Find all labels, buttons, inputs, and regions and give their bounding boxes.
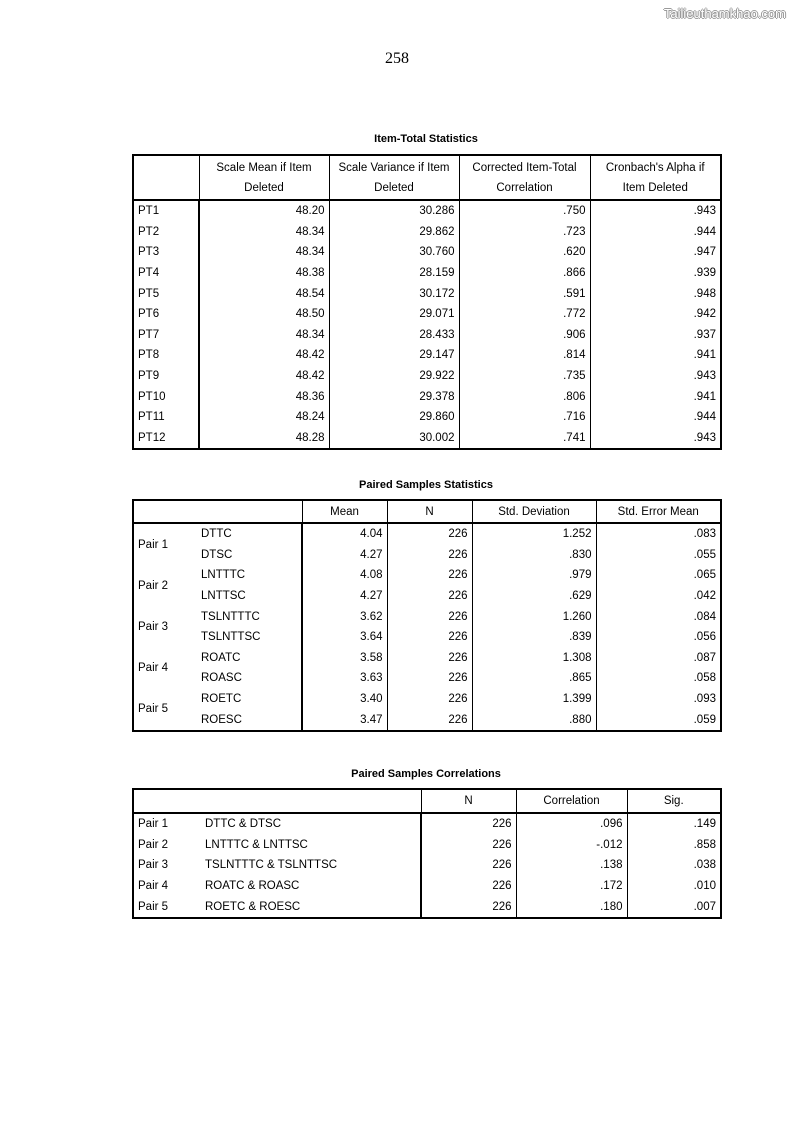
item-label: PT5 (133, 283, 199, 304)
header-cell: N (387, 500, 472, 523)
paired-corr-title: Paired Samples Correlations (351, 768, 501, 780)
variable-label: DTTC (197, 523, 302, 545)
table-header-row (133, 789, 721, 813)
table-row (133, 545, 721, 566)
correlation-cell: .172 (516, 876, 627, 897)
n-cell: 226 (387, 689, 472, 710)
scale-variance-cell: 29.378 (329, 386, 459, 407)
n-cell: 226 (492, 859, 512, 872)
std-deviation-cell: 1.308 (472, 648, 596, 669)
table-row (133, 835, 721, 856)
table-row (133, 304, 721, 325)
mean-cell: 4.27 (360, 548, 383, 561)
correlation-cell: .138 (516, 855, 627, 876)
cronbach-alpha-cell: .943 (590, 366, 721, 387)
item-label: PT6 (133, 304, 199, 325)
item-label: PT10 (133, 386, 199, 407)
scale-mean-cell: 48.50 (295, 308, 325, 321)
n-cell: 226 (387, 586, 472, 607)
item-total-correlation-cell: .723 (459, 222, 590, 243)
scale-variance-cell: 29.071 (329, 304, 459, 325)
table-row (133, 606, 721, 627)
table-row (133, 689, 721, 710)
std-error-mean-cell: .056 (596, 627, 721, 648)
header-cell: Std. Error Mean (596, 500, 721, 523)
table-row (133, 668, 721, 689)
mean-cell: 3.62 (360, 610, 383, 623)
paired-stats-table (132, 499, 722, 732)
table-header-row (133, 155, 721, 200)
variable-pair-label: TSLNTTTC & TSLNTTSC (201, 855, 421, 876)
pair-label: Pair 4 (138, 880, 169, 893)
std-error-mean-cell: .055 (596, 545, 721, 566)
std-error-mean-cell: .093 (596, 689, 721, 710)
table-row (133, 523, 721, 545)
pair-label: Pair 5 (138, 900, 169, 913)
scale-mean-cell: 48.34 (295, 328, 325, 341)
std-deviation-cell: .880 (472, 709, 596, 731)
header-blank (133, 155, 199, 200)
item-label: PT2 (133, 222, 199, 243)
scale-mean-cell: 48.24 (295, 411, 325, 424)
variable-label: LNTTTC (197, 565, 302, 586)
variable-pair-label: ROETC & ROESC (201, 896, 421, 918)
item-total-table (132, 154, 722, 450)
item-total-correlation-cell: .866 (459, 263, 590, 284)
pair-label: Pair 2 (138, 838, 169, 851)
mean-cell: 3.40 (360, 693, 383, 706)
table-row (133, 813, 721, 835)
correlation-cell: -.012 (516, 835, 627, 856)
item-total-correlation-cell: .906 (459, 325, 590, 346)
table-row (133, 896, 721, 918)
std-deviation-cell: 1.260 (472, 606, 596, 627)
scale-mean-cell: 48.20 (295, 205, 325, 218)
n-cell: 226 (387, 648, 472, 669)
n-cell: 226 (492, 880, 512, 893)
variable-label: ROATC (197, 648, 302, 669)
mean-cell: 3.47 (360, 713, 383, 726)
scale-mean-cell: 48.34 (295, 246, 325, 259)
paired-stats-title: Paired Samples Statistics (359, 479, 493, 491)
header-cell: N (421, 789, 516, 813)
sig-cell: .149 (627, 813, 721, 835)
item-total-correlation-cell: .772 (459, 304, 590, 325)
table-row (133, 242, 721, 263)
item-label: PT8 (133, 345, 199, 366)
cronbach-alpha-cell: .943 (590, 428, 721, 450)
table-row (133, 855, 721, 876)
n-cell: 226 (387, 709, 472, 731)
std-deviation-cell: 1.399 (472, 689, 596, 710)
variable-label: ROASC (197, 668, 302, 689)
variable-label: LNTTSC (197, 586, 302, 607)
item-label: PT3 (133, 242, 199, 263)
sig-cell: .858 (627, 835, 721, 856)
scale-variance-cell: 29.862 (329, 222, 459, 243)
header-cell: Sig. (627, 789, 721, 813)
n-cell: 226 (492, 900, 512, 913)
item-total-correlation-cell: .735 (459, 366, 590, 387)
table-row (133, 407, 721, 428)
std-error-mean-cell: .065 (596, 565, 721, 586)
table-row (133, 222, 721, 243)
header-blank (133, 500, 302, 523)
table-row (133, 565, 721, 586)
variable-label: DTSC (197, 545, 302, 566)
variable-label: TSLNTTSC (197, 627, 302, 648)
cronbach-alpha-cell: .941 (590, 386, 721, 407)
correlation-cell: .180 (516, 896, 627, 918)
table-row (133, 648, 721, 669)
scale-mean-cell: 48.42 (295, 349, 325, 362)
pair-label: Pair 5 (138, 703, 169, 716)
table-header-row (133, 500, 721, 523)
correlation-cell: .096 (516, 813, 627, 835)
std-deviation-cell: .979 (472, 565, 596, 586)
header-cell: Mean (302, 500, 387, 523)
item-total-correlation-cell: .620 (459, 242, 590, 263)
item-total-correlation-cell: .750 (459, 200, 590, 222)
header-cell: Correlation (516, 789, 627, 813)
mean-cell: 4.08 (360, 569, 383, 582)
mean-cell: 3.64 (360, 631, 383, 644)
item-total-correlation-cell: .814 (459, 345, 590, 366)
watermark: Tailieuthamkhao.com (663, 6, 786, 21)
header-blank (133, 789, 421, 813)
header-cell: Cronbach's Alpha if Item Deleted (590, 155, 721, 200)
n-cell: 226 (387, 565, 472, 586)
cronbach-alpha-cell: .944 (590, 222, 721, 243)
scale-variance-cell: 29.860 (329, 407, 459, 428)
scale-mean-cell: 48.38 (295, 267, 325, 280)
sig-cell: .010 (627, 876, 721, 897)
std-deviation-cell: .830 (472, 545, 596, 566)
table-row (133, 586, 721, 607)
variable-pair-label: LNTTTC & LNTTSC (201, 835, 421, 856)
scale-variance-cell: 29.147 (329, 345, 459, 366)
table-row (133, 263, 721, 284)
cronbach-alpha-cell: .943 (590, 200, 721, 222)
item-label: PT9 (133, 366, 199, 387)
item-total-correlation-cell: .716 (459, 407, 590, 428)
header-cell: Corrected Item-Total Correlation (459, 155, 590, 200)
pair-label: Pair 2 (138, 579, 169, 592)
variable-label: TSLNTTTC (197, 606, 302, 627)
std-error-mean-cell: .087 (596, 648, 721, 669)
item-label: PT11 (133, 407, 199, 428)
n-cell: 226 (492, 818, 512, 831)
scale-variance-cell: 28.159 (329, 263, 459, 284)
item-label: PT4 (133, 263, 199, 284)
std-error-mean-cell: .083 (596, 523, 721, 545)
table-row (133, 627, 721, 648)
table-row (133, 366, 721, 387)
sig-cell: .038 (627, 855, 721, 876)
mean-cell: 3.58 (360, 651, 383, 664)
scale-mean-cell: 48.34 (295, 225, 325, 238)
cronbach-alpha-cell: .941 (590, 345, 721, 366)
std-error-mean-cell: .042 (596, 586, 721, 607)
scale-mean-cell: 48.54 (295, 287, 325, 300)
n-cell: 226 (387, 523, 472, 545)
item-total-correlation-cell: .741 (459, 428, 590, 450)
std-error-mean-cell: .059 (596, 709, 721, 731)
n-cell: 226 (387, 545, 472, 566)
scale-variance-cell: 30.760 (329, 242, 459, 263)
variable-label: ROESC (197, 709, 302, 731)
mean-cell: 4.27 (360, 590, 383, 603)
variable-pair-label: ROATC & ROASC (201, 876, 421, 897)
std-error-mean-cell: .058 (596, 668, 721, 689)
table-row (133, 283, 721, 304)
table-row (133, 345, 721, 366)
variable-pair-label: DTTC & DTSC (201, 813, 421, 835)
table-row (133, 428, 721, 450)
pair-label: Pair 1 (138, 538, 169, 551)
table-row (133, 386, 721, 407)
n-cell: 226 (387, 606, 472, 627)
item-label: PT12 (133, 428, 199, 450)
scale-variance-cell: 28.433 (329, 325, 459, 346)
variable-label: ROETC (197, 689, 302, 710)
std-deviation-cell: .629 (472, 586, 596, 607)
table-row (133, 876, 721, 897)
item-label: PT1 (133, 200, 199, 222)
pair-label: Pair 4 (138, 662, 169, 675)
header-cell: Std. Deviation (472, 500, 596, 523)
scale-variance-cell: 30.002 (329, 428, 459, 450)
pair-label: Pair 3 (138, 859, 169, 872)
mean-cell: 3.63 (360, 672, 383, 685)
cronbach-alpha-cell: .937 (590, 325, 721, 346)
item-total-correlation-cell: .591 (459, 283, 590, 304)
mean-cell: 4.04 (360, 528, 383, 541)
cronbach-alpha-cell: .942 (590, 304, 721, 325)
std-error-mean-cell: .084 (596, 606, 721, 627)
header-cell: Scale Mean if Item Deleted (199, 155, 329, 200)
n-cell: 226 (387, 627, 472, 648)
cronbach-alpha-cell: .948 (590, 283, 721, 304)
std-deviation-cell: .865 (472, 668, 596, 689)
table-row (133, 709, 721, 731)
page-number: 258 (385, 50, 409, 67)
pair-label: Pair 3 (138, 620, 169, 633)
cronbach-alpha-cell: .944 (590, 407, 721, 428)
scale-variance-cell: 30.172 (329, 283, 459, 304)
std-deviation-cell: 1.252 (472, 523, 596, 545)
scale-mean-cell: 48.42 (295, 370, 325, 383)
scale-mean-cell: 48.28 (295, 431, 325, 444)
table-row (133, 200, 721, 222)
n-cell: 226 (387, 668, 472, 689)
paired-corr-table (132, 788, 722, 919)
header-cell: Scale Variance if Item Deleted (329, 155, 459, 200)
table-row (133, 325, 721, 346)
item-label: PT7 (133, 325, 199, 346)
cronbach-alpha-cell: .947 (590, 242, 721, 263)
item-total-correlation-cell: .806 (459, 386, 590, 407)
scale-mean-cell: 48.36 (295, 390, 325, 403)
cronbach-alpha-cell: .939 (590, 263, 721, 284)
std-deviation-cell: .839 (472, 627, 596, 648)
scale-variance-cell: 30.286 (329, 200, 459, 222)
n-cell: 226 (492, 838, 512, 851)
scale-variance-cell: 29.922 (329, 366, 459, 387)
sig-cell: .007 (627, 896, 721, 918)
pair-label: Pair 1 (138, 818, 169, 831)
item-total-title: Item-Total Statistics (374, 133, 478, 145)
